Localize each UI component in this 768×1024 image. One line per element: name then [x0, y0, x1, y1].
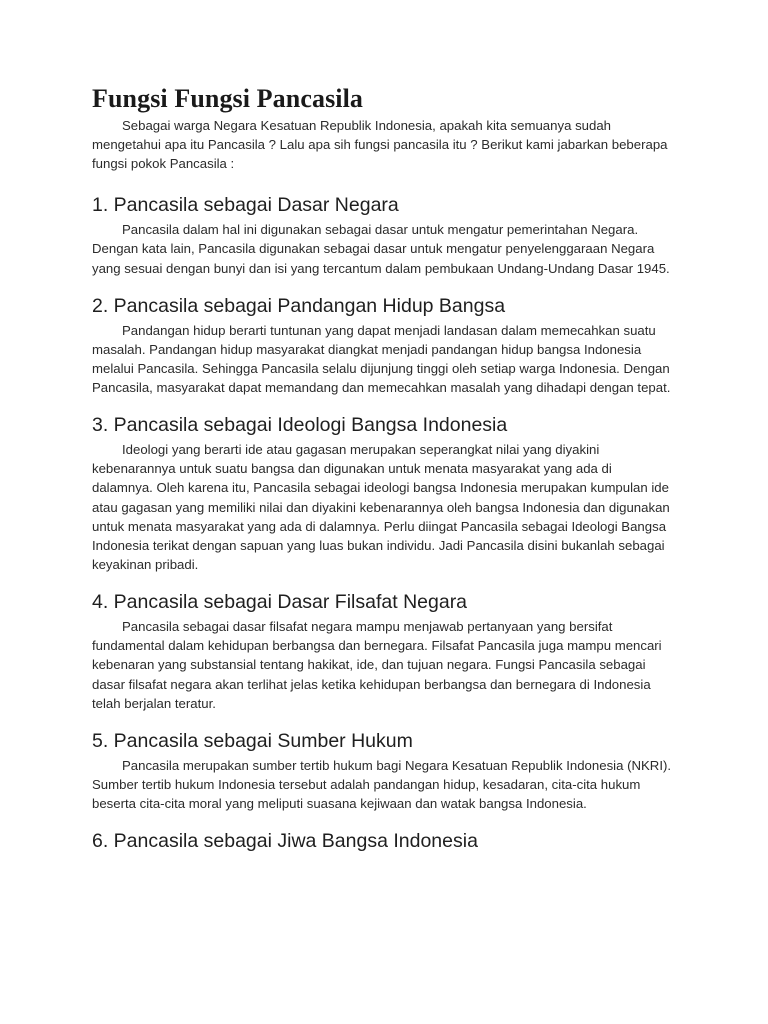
section-1-body: Pancasila dalam hal ini digunakan sebagai dasar untuk mengatur pemerintahan Negara. Dengan kata lain, Pancasila digunakan sebagai dasar untuk mengatur penyelenggaraan Negara yang sesuai dengan bunyi dan isi yang tercantum dalam pembukaan Undang-Undang Dasar 1945.	[92, 222, 670, 276]
section-6-heading: 6. Pancasila sebagai Jiwa Bangsa Indonesia	[92, 830, 478, 853]
section-1	[92, 193, 676, 277]
page-title: Fungsi Fungsi Pancasila	[92, 84, 364, 113]
section-4-body: Pancasila sebagai dasar filsafat negara mampu menjawab pertanyaan yang bersifat fundamental dalam kehidupan berbangsa dan bernegara. Filsafat Pancasila juga mampu mencari kebenaran yang substansial tentang hakikat, ide, dan tujuan negara. Fungsi Pancasila sebagai dasar filsafat negara akan terlihat jelas ketika kehidupan berbangsa dan bernegara di Indonesia telah berjalan teratur.	[92, 619, 662, 711]
intro-paragraph: Sebagai warga Negara Kesatuan Republik Indonesia, apakah kita semuanya sudah mengetahui apa itu Pancasila ? Lalu apa sih fungsi pancasila itu ? Berikut kami jabarkan beberapa fungsi pokok Pancasila :	[92, 118, 668, 171]
section-3-heading: 3. Pancasila sebagai Ideologi Bangsa Indonesia	[92, 414, 508, 437]
section-2	[92, 294, 676, 398]
section-3	[92, 413, 676, 574]
section-4-heading: 4. Pancasila sebagai Dasar Filsafat Negara	[92, 591, 468, 614]
section-2-heading: 2. Pancasila sebagai Pandangan Hidup Bangsa	[92, 294, 506, 317]
section-5-body: Pancasila merupakan sumber tertib hukum bagi Negara Kesatuan Republik Indonesia (NKRI). Sumber tertib hukum Indonesia tersebut adalah pandangan hidup, kesadaran, cita-cita hukum beserta cita-cita moral yang meliputi suasana kejiwaan dan watak bangsa Indonesia.	[92, 757, 672, 812]
section-5-heading: 5. Pancasila sebagai Sumber Hukum	[92, 729, 413, 752]
section-5	[92, 729, 676, 813]
section-2-body: Pandangan hidup berarti tuntunan yang dapat menjadi landasan dalam memecahkan suatu masalah. Pandangan hidup masyarakat diangkat menjadi pandangan hidup bangsa Indonesia melalui Pancasila. Sehingga Pancasila selalu dijunjung tinggi oleh setiap warga Indonesia. Dengan Pancasila, masyarakat dapat memandang dan memecahkan masalah yang dihadapi dengan tepat.	[92, 322, 671, 396]
section-3-body: Ideologi yang berarti ide atau gagasan merupakan seperangkat nilai yang diyakini kebenarannya untuk suatu bangsa dan digunakan untuk menata masyarakat yang ada di dalamnya. Oleh karena itu, Pancasila sebagai ideologi bangsa Indonesia merupakan kumpulan ide atau gagasan yang memiliki nilai dan diyakini kebenarannya oleh bangsa Indonesia dan digunakan untuk menata masyarakat yang ada di dalamnya. Perlu diingat Pancasila sebagai Ideologi Bangsa Indonesia terikat dengan sapuan yang luas bukan individu. Jadi Pancasila disini bukanlah sebagai keyakinan pribadi.	[92, 442, 670, 572]
section-1-heading: 1. Pancasila sebagai Dasar Negara	[92, 194, 399, 217]
section-6	[92, 829, 676, 854]
section-4	[92, 590, 676, 713]
